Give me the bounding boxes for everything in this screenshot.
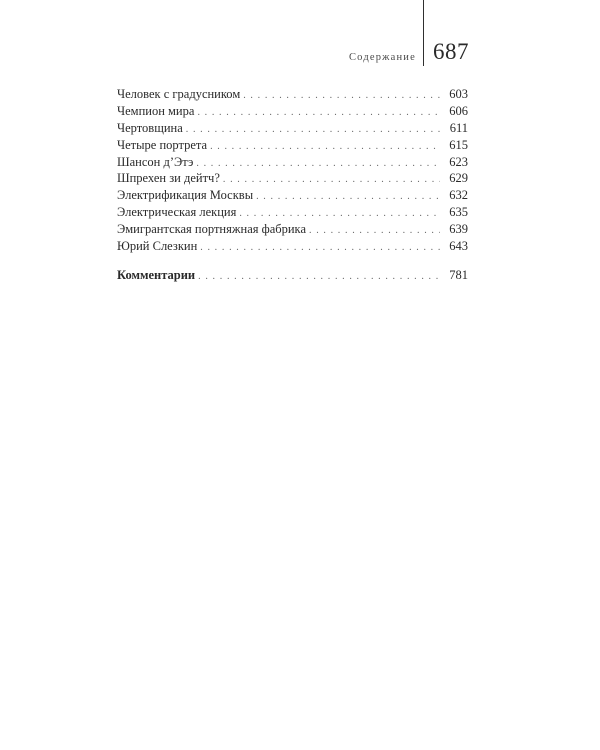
toc-leader-dots xyxy=(200,240,440,257)
toc-leader-dots xyxy=(196,156,440,173)
toc-entry-page: 639 xyxy=(449,222,468,237)
toc-entry-page: 632 xyxy=(449,188,468,203)
toc-entry-title: Шпрехен зи дейтч? xyxy=(117,171,220,186)
toc-entry-page: 643 xyxy=(449,239,468,254)
running-head xyxy=(349,52,416,63)
toc-leader-dots xyxy=(210,139,440,156)
toc-entry xyxy=(117,86,468,103)
toc-leader-dots xyxy=(309,223,440,240)
toc-entry-title: Чертовщина xyxy=(117,120,183,135)
toc-entry-page: 781 xyxy=(449,267,468,282)
toc-entry-title: Электрическая лекция xyxy=(117,205,237,220)
toc-leader-dots xyxy=(198,269,440,286)
toc-entry xyxy=(117,221,468,238)
toc-entry-title: Электрификация Москвы xyxy=(117,188,254,203)
toc-leader-dots xyxy=(256,189,440,206)
toc-entry xyxy=(117,120,468,137)
toc-entry-page: 615 xyxy=(449,137,468,152)
table-of-contents xyxy=(117,86,468,284)
toc-entry-page: 623 xyxy=(449,154,468,169)
toc-entry-page: 635 xyxy=(449,205,468,220)
page-number: 687 xyxy=(433,39,469,64)
toc-entry-title: Человек с градусником xyxy=(117,87,241,101)
toc-entry xyxy=(117,170,468,187)
header-vertical-rule xyxy=(423,0,424,66)
toc-entry-comments xyxy=(117,267,468,284)
toc-entry-page: 611 xyxy=(449,120,468,135)
toc-entry-page: 629 xyxy=(449,171,468,186)
running-head-text: Содержание xyxy=(348,52,416,63)
toc-entry xyxy=(117,154,468,171)
toc-entry xyxy=(117,204,468,221)
toc-entry xyxy=(117,103,468,120)
toc-entry xyxy=(117,187,468,204)
toc-entry xyxy=(117,238,468,255)
toc-leader-dots xyxy=(186,122,440,139)
toc-entry-title: Юрий Слезкин xyxy=(117,239,198,254)
toc-entry-page: 603 xyxy=(449,87,468,101)
toc-entry-title: Чемпион мира xyxy=(117,103,195,118)
toc-entry-title: Эмигрантская портняжная фабрика xyxy=(117,222,306,237)
toc-entry-page: 606 xyxy=(449,103,468,118)
toc-entry xyxy=(117,137,468,154)
toc-leader-dots xyxy=(243,88,440,105)
toc-entry-title: Шансон д’Этэ xyxy=(117,154,194,169)
toc-entry-title: Комментарии xyxy=(117,267,196,282)
toc-leader-dots xyxy=(197,105,440,122)
toc-entry-title: Четыре портрета xyxy=(117,137,208,152)
